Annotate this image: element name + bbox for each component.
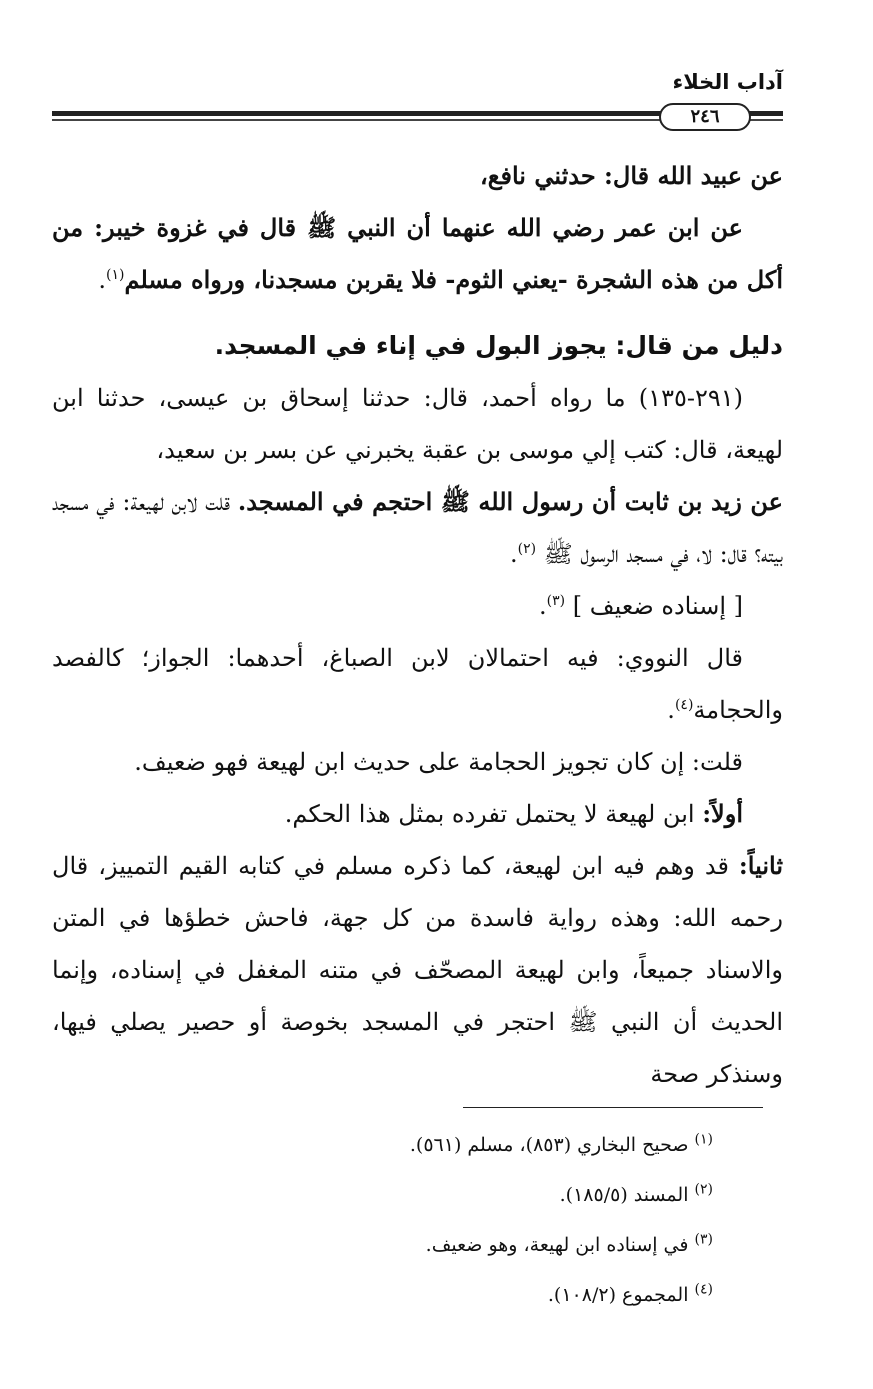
paragraph-chain-end bbox=[52, 150, 783, 202]
footnote-item bbox=[410, 1170, 713, 1220]
heading-text: دليل من قال: يجوز البول في إناء في المسجد. bbox=[214, 331, 783, 360]
paragraph-text: عن ابن عمر رضي الله عنهما أن النبي ﷺ قال في غزوة خيبر: من أكل من هذه الشجرة -يعني الثوم- فلا يقربن مسجدنا، ورواه مسلم bbox=[52, 213, 783, 294]
paragraph-grading: [ إسناده ضعيف ] $^{(٣)}$. bbox=[539, 592, 743, 620]
paragraph-bold-text: عن زيد بن ثابت أن رسول الله ﷺ احتجم في المسجد. bbox=[237, 487, 783, 516]
page-number: ٢٤٦ bbox=[659, 103, 751, 131]
paragraph-zaid-hadith: عن زيد بن ثابت أن رسول الله ﷺ احتجم في المسجد. قلت لابن لهيعة: في مسجد بيته؟ قال: لا، في مسجد الرسول ﷺ $^{(٢)}$. bbox=[52, 487, 783, 568]
point-label: ثانياً: bbox=[738, 851, 783, 880]
footnote-text: في إسناده ابن لهيعة، وهو ضعيف. bbox=[425, 1234, 689, 1256]
paragraph-text: قلت: إن كان تجويز الحجامة على حديث ابن لهيعة فهو ضعيف. bbox=[134, 748, 743, 776]
footnote-text: المجموع (١٠٨/٢). bbox=[547, 1284, 689, 1306]
paragraph-text: قلت لابن لهيعة: في مسجد بيته؟ قال: لا، في مسجد الرسول ﷺ bbox=[52, 488, 783, 568]
main-text bbox=[52, 150, 783, 1100]
paragraph-first-point bbox=[52, 788, 783, 840]
running-title: آداب الخلاء bbox=[672, 70, 783, 94]
paragraph-nawawi: قال النووي: فيه احتمالان لابن الصباغ، أحدهما: الجواز؛ كالفصد والحجامة$^{(٤)}$. bbox=[52, 644, 783, 724]
footnote-item bbox=[410, 1270, 713, 1320]
paragraph-hadith-garlic: عن ابن عمر رضي الله عنهما أن النبي ﷺ قال في غزوة خيبر: من أكل من هذه الشجرة -يعني الثوم- فلا يقربن مسجدنا، ورواه مسلم$^{(١)}$. bbox=[52, 213, 783, 294]
footnote-text: صحيح البخاري (٨٥٣)، مسلم (٥٦١). bbox=[409, 1134, 689, 1156]
footnote-number: (٤) bbox=[694, 1281, 713, 1298]
paragraph-text: عن عبيد الله قال: حدثني نافع، bbox=[480, 161, 783, 190]
footnote-ref: (٤) bbox=[674, 697, 694, 713]
section-heading bbox=[52, 320, 783, 372]
footnote-number: (٢) bbox=[694, 1181, 713, 1198]
footnotes bbox=[410, 1120, 713, 1320]
paragraph-text: ابن لهيعة لا يحتمل تفرده بمثل هذا الحكم. bbox=[284, 800, 703, 828]
footnote-text: المسند (١٨٥/٥). bbox=[559, 1184, 689, 1206]
paragraph-text: قد وهم فيه ابن لهيعة، كما ذكره مسلم في كتابه القيم التمييز، قال رحمه الله: وهذه رواية فاسدة من كل جهة، فاحش خطؤها في المتن والاسناد جميعاً، وابن لهيعة المصحّف في متنه المغفل في إسناده، وإنما الحديث أن النبي ﷺ احتجر في المسجد بخوصة أو حصير يصلي فيها، وسنذكر صحة bbox=[52, 852, 783, 1088]
footnote-item bbox=[410, 1220, 713, 1270]
paragraph-comment bbox=[52, 736, 783, 788]
footnote-number: (١) bbox=[694, 1131, 713, 1148]
footnote-ref: (٣) bbox=[546, 593, 566, 609]
footnote-separator bbox=[463, 1107, 763, 1108]
footnote-ref: (١) bbox=[106, 267, 125, 283]
paragraph-text: (٢٩١-١٣٥) ما رواه أحمد، قال: حدثنا إسحاق بن عيسى، حدثنا ابن لهيعة، قال: كتب إلي موسى بن عقبة يخبرني عن بسر بن سعيد، bbox=[52, 384, 783, 464]
paragraph-second-point bbox=[52, 840, 783, 1100]
paragraph-text: قال النووي: فيه احتمالان لابن الصباغ، أحدهما: الجواز؛ كالفصد والحجامة bbox=[52, 644, 783, 724]
footnote-item bbox=[410, 1120, 713, 1170]
grading-text: [ إسناده ضعيف ] bbox=[572, 592, 743, 620]
point-label: أولاً: bbox=[702, 799, 743, 828]
footnote-number: (٣) bbox=[694, 1231, 713, 1248]
footnote-ref: (٢) bbox=[517, 541, 537, 557]
header-rule bbox=[52, 103, 783, 129]
paragraph-ahmad-chain bbox=[52, 372, 783, 476]
